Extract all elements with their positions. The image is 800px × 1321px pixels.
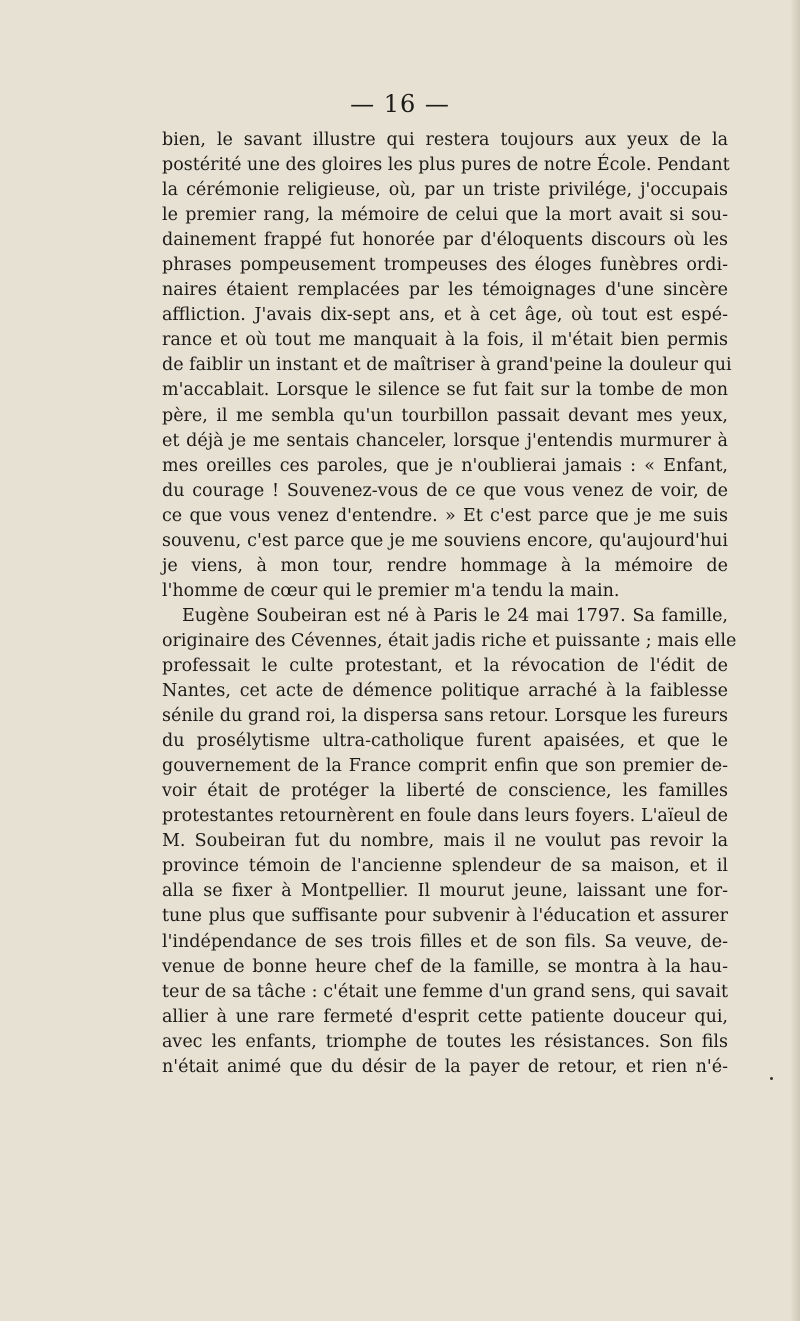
text-line: venue de bonne heure chef de la famille, se montra à la hau- [162,956,728,977]
body-text [162,128,737,1080]
text-line: l'indépendance de ses trois filles et de son fils. Sa veuve, de- [162,931,728,952]
text-line: avec les enfants, triomphe de toutes les résistances. Son fils [162,1031,728,1052]
text-line: ce que vous venez d'entendre. » Et c'est parce que je me suis [162,505,728,526]
text-line: je viens, à mon tour, rendre hommage à la mémoire de [162,555,728,576]
text-line: père, il me sembla qu'un tourbillon passait devant mes yeux, [162,405,728,426]
text-line: professait le culte protestant, et la révocation de l'édit de [162,655,728,676]
text-line-paragraph-start: Eugène Soubeiran est né à Paris le 24 mai 1797. Sa famille, [182,605,728,626]
text-line: l'homme de cœur qui le premier m'a tendu la main. [162,580,620,601]
text-line: province témoin de l'ancienne splendeur de sa maison, et il [162,856,728,877]
text-line: teur de sa tâche : c'était une femme d'un grand sens, qui savait [162,981,728,1002]
text-line: bien, le savant illustre qui restera toujours aux yeux de la [162,130,728,150]
text-line: affliction. J'avais dix-sept ans, et à cet âge, où tout est espé- [162,305,728,326]
text-line: du prosélytisme ultra-catholique furent apaisées, et que le [162,731,728,752]
text-line: alla se fixer à Montpellier. Il mourut jeune, laissant une for- [162,881,728,902]
text-line: m'accablait. Lorsque le silence se fut fait sur la tombe de mon [162,380,728,401]
print-speck [770,1077,773,1080]
text-line: souvenu, c'est parce que je me souviens encore, qu'aujourd'hui [162,530,728,551]
text-line: dainement frappé fut honorée par d'éloquents discours où les [162,230,728,251]
text-line: et déjà je me sentais chanceler, lorsque j'entendis murmurer à [162,430,728,451]
text-line: de faiblir un instant et de maîtriser à grand'peine la douleur qui [162,355,732,376]
text-line: M. Soubeiran fut du nombre, mais il ne voulut pas revoir la [162,831,728,852]
text-line: voir était de protéger la liberté de conscience, les familles [162,781,728,802]
text-line: rance et où tout me manquait à la fois, il m'était bien permis [162,330,728,351]
text-line: mes oreilles ces paroles, que je n'oublierai jamais : « Enfant, [162,455,728,476]
text-line: Nantes, cet acte de démence politique arraché à la faiblesse [162,681,728,702]
page-edge-shadow [790,0,800,1321]
text-line: phrases pompeusement trompeuses des éloges funèbres ordi- [162,255,728,276]
text-line: tune plus que suffisante pour subvenir à l'éducation et assurer [162,906,728,927]
page-number: — 16 — [350,90,450,118]
text-line: sénile du grand roi, la dispersa sans retour. Lorsque les fureurs [162,706,728,727]
text-line: du courage ! Souvenez-vous de ce que vous venez de voir, de [162,480,728,501]
text-line: allier à une rare fermeté d'esprit cette patiente douceur qui, [162,1006,728,1027]
text-line: n'était animé que du désir de la payer de retour, et rien n'é- [162,1056,728,1077]
text-line: la cérémonie religieuse, où, par un triste privilége, j'occupais [162,180,728,201]
text-line: gouvernement de la France comprit enfin que son premier de- [162,756,728,777]
text-line: le premier rang, la mémoire de celui que la mort avait si sou- [162,205,728,226]
text-line: originaire des Cévennes, était jadis riche et puissante ; mais elle [162,630,737,651]
text-line: naires étaient remplacées par les témoignages d'une sincère [162,280,728,301]
text-line: postérité une des gloires les plus pures de notre École. Pendant [162,155,730,176]
text-line: protestantes retournèrent en foule dans leurs foyers. L'aïeul de [162,806,728,827]
